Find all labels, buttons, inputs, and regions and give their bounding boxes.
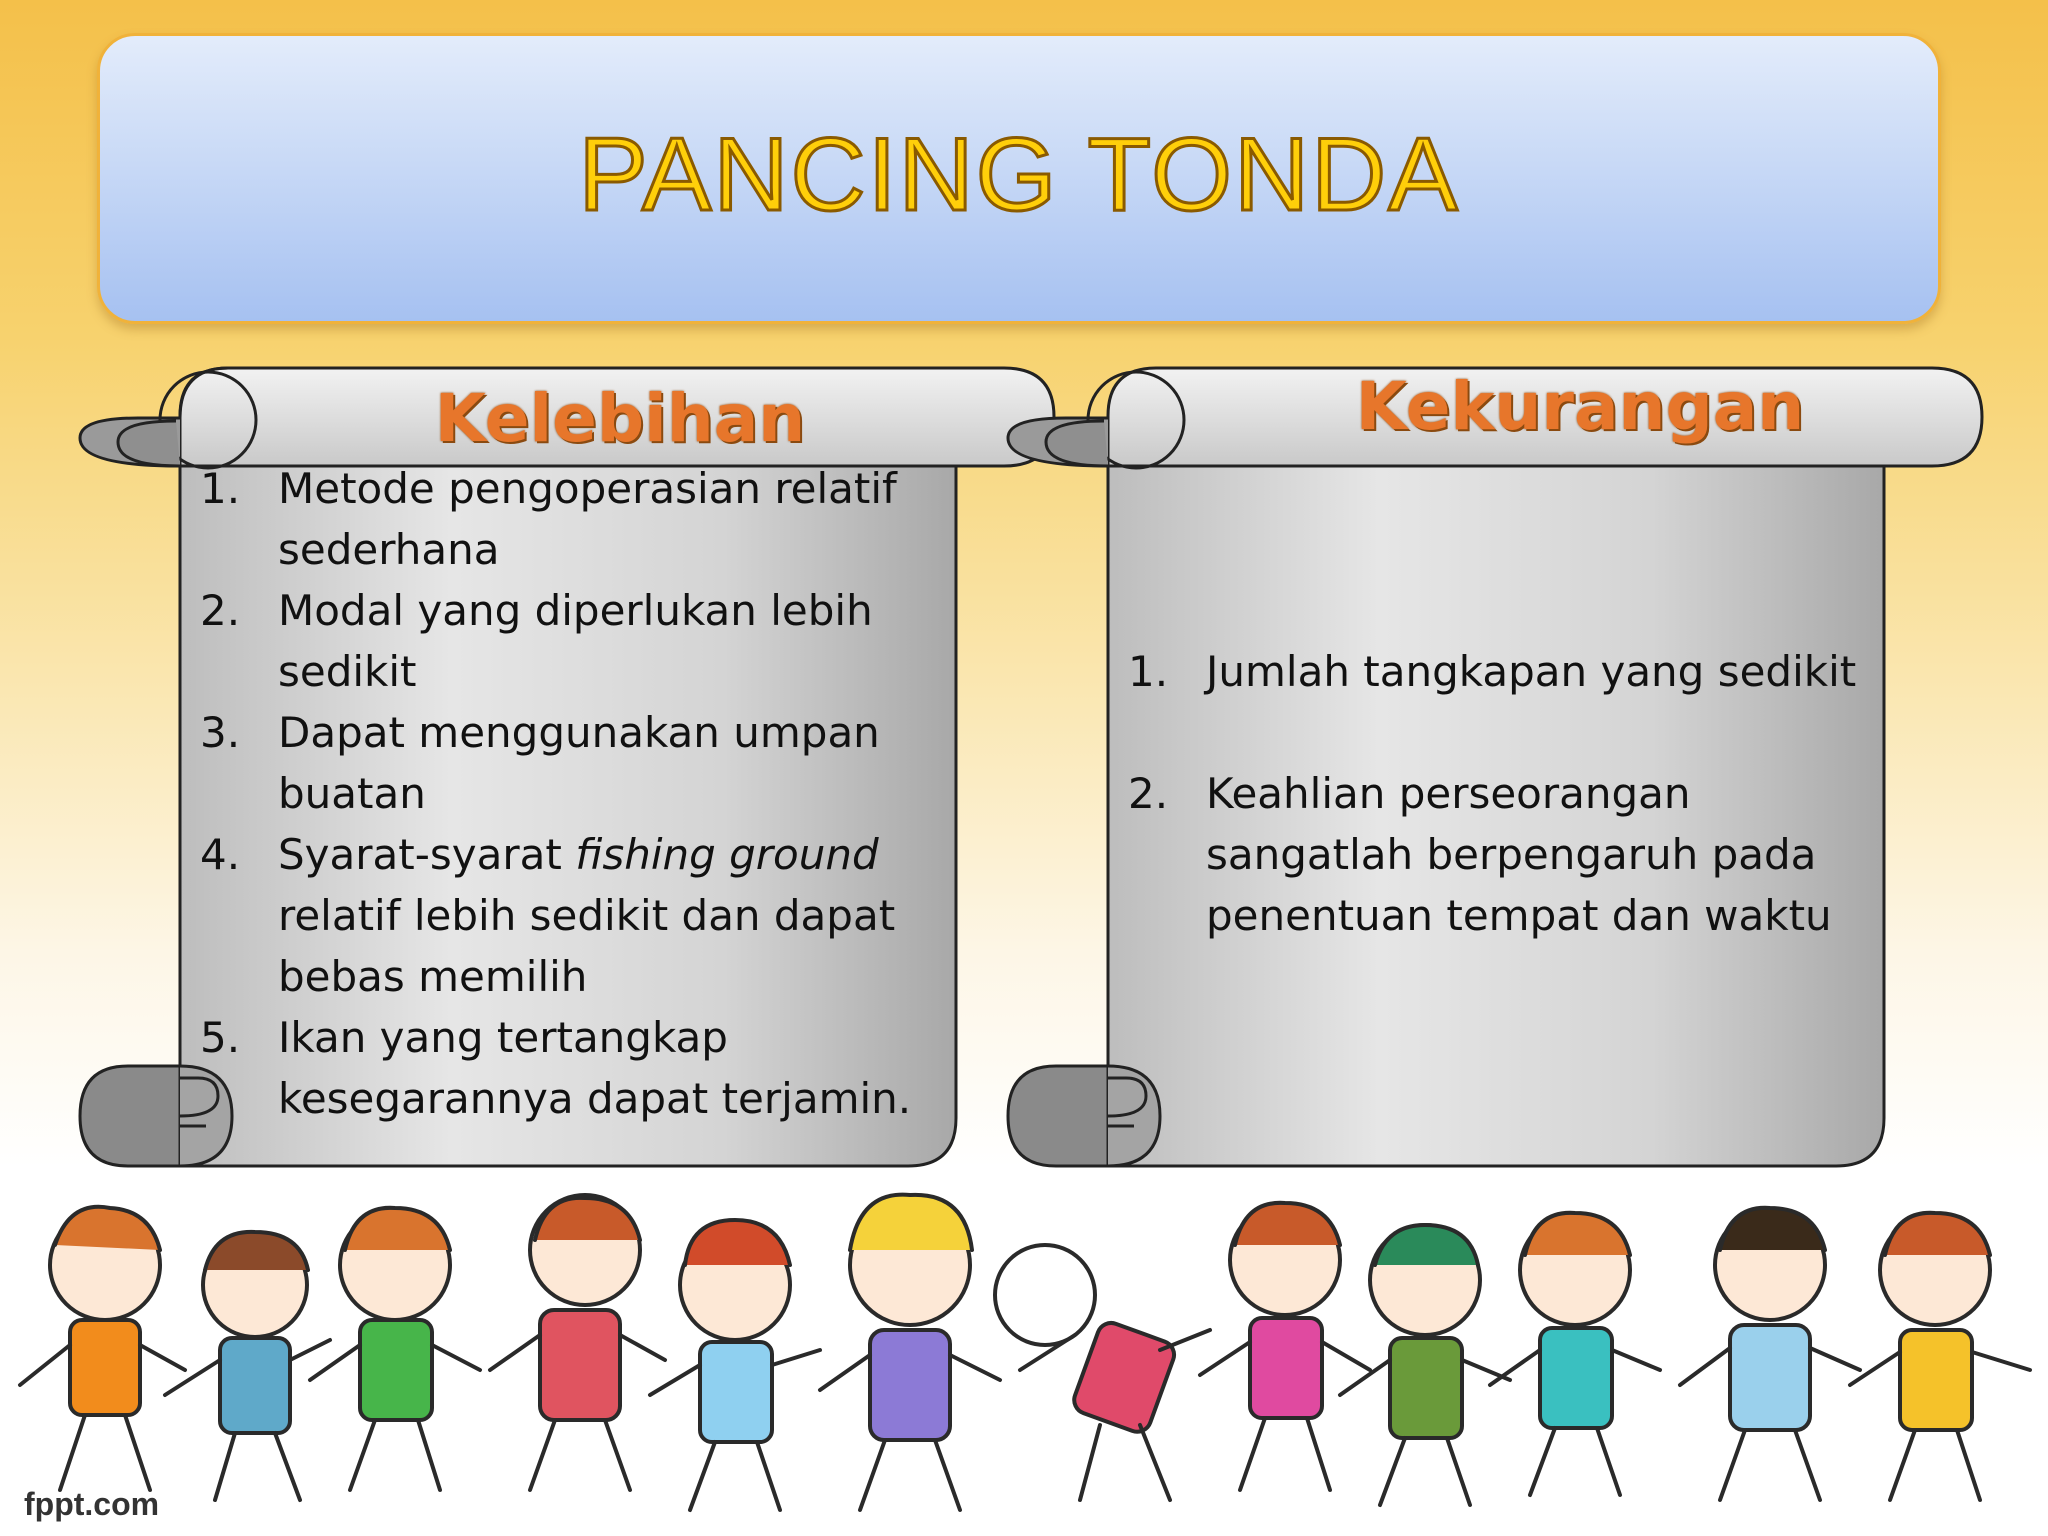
list-item: 1. Jumlah tangkapan yang sedikit: [1128, 647, 1857, 696]
title-banner: [97, 33, 1941, 324]
footer-watermark: fppt.com: [24, 1486, 160, 1522]
slide-title: PANCING TONDA: [578, 117, 1460, 233]
list-item: 4. Syarat-syarat fishing ground relatif lebih sedikit dan dapat bebas memilih: [200, 830, 896, 1001]
advantages-list: [200, 458, 920, 1129]
disadvantages-list: [1128, 641, 1868, 946]
kelebihan-heading: Kelebihan: [434, 380, 806, 457]
list-item: 5. Ikan yang tertangkap kesegarannya dapat terjamin.: [200, 1013, 912, 1123]
list-item: 3. Dapat menggunakan umpan buatan: [200, 708, 880, 818]
kekurangan-heading: Kekurangan: [1355, 368, 1805, 445]
list-item: 1. Metode pengoperasian relatif sederhana: [200, 464, 897, 574]
list-item: 2. Modal yang diperlukan lebih sedikit: [200, 586, 873, 696]
list-item: 2. Keahlian perseorangan sangatlah berpengaruh pada penentuan tempat dan waktu: [1128, 769, 1832, 940]
children-illustration: [0, 1170, 2048, 1536]
